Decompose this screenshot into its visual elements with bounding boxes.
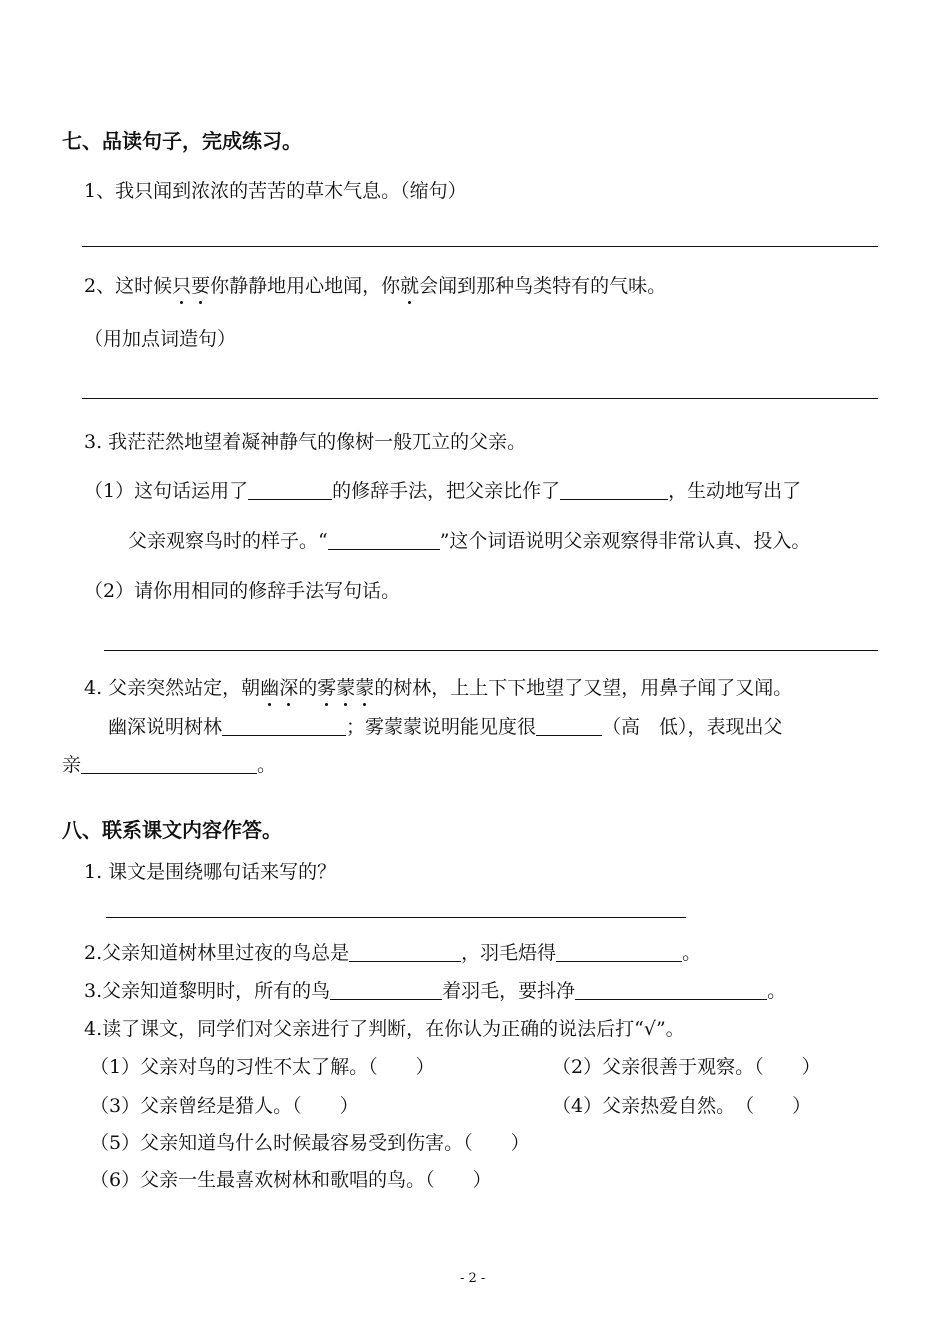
emphasis-char: 蒙 [336, 673, 355, 700]
page-number: - 2 - [460, 1271, 486, 1286]
fill-blank[interactable] [349, 942, 461, 962]
judgement-option[interactable]: （3）父亲曾经是猎人。（ ） [90, 1095, 359, 1117]
fill-blank[interactable] [222, 716, 346, 736]
judgement-option[interactable]: （2）父亲很善于观察。（ ） [552, 1056, 821, 1078]
fill-blank[interactable] [575, 980, 767, 1000]
emphasis-char: 雾 [317, 673, 336, 700]
q7-3-sub1-line1: （1）这句话运用了 的修辞手法，把父亲比作了 ，生动地写出了 [84, 480, 802, 502]
q7-4-line2: 幽深说明树林 ；雾蒙蒙说明能见度很 （高 低），表现出父 [108, 716, 783, 738]
judgement-option[interactable]: （4）父亲热爱自然。 （ ） [552, 1095, 812, 1117]
q8-1-text: 1. 课文是围绕哪句话来写的？ [84, 861, 337, 883]
judgement-option[interactable]: （5）父亲知道鸟什么时候最容易受到伤害。（ ） [90, 1132, 530, 1154]
q7-2-instruction: （用加点词造句） [84, 328, 237, 350]
emphasis-char: 深 [279, 673, 298, 700]
judgement-option[interactable]: （6）父亲一生最喜欢树林和歌唱的鸟。（ ） [90, 1169, 492, 1191]
emphasis-char: 要 [191, 271, 210, 298]
q7-3-sentence: 3. 我茫茫然地望着凝神静气的像树一般兀立的父亲。 [84, 431, 527, 453]
section-7-heading: 七、品读句子，完成练习。 [62, 129, 302, 153]
judgement-option[interactable]: （1）父亲对鸟的习性不太了解。（ ） [90, 1056, 435, 1078]
q7-4-sentence: 4. 父亲突然站定，朝幽深的雾蒙蒙的树林，上上下下地望了又望，用鼻子闻了又闻。 [84, 673, 792, 700]
q7-3-sub1-line2: 父亲观察鸟时的样子。“ ”这个词语说明父亲观察得非常认真、投入。 [128, 530, 811, 552]
fill-blank[interactable] [81, 754, 257, 774]
fill-blank[interactable] [328, 530, 440, 550]
emphasis-char: 蒙 [355, 673, 374, 700]
q8-1-answer-line[interactable] [106, 917, 686, 918]
q8-2-text: 2.父亲知道树林里过夜的鸟总是 ，羽毛焐得 。 [84, 942, 702, 964]
fill-blank[interactable] [560, 480, 668, 500]
emphasis-char: 只 [172, 271, 191, 298]
emphasis-char: 幽 [260, 673, 279, 700]
q8-3-text: 3.父亲知道黎明时，所有的鸟 着羽毛，要抖净 。 [84, 980, 787, 1002]
q7-3-sub2: （2）请你用相同的修辞手法写句话。 [84, 580, 401, 602]
q8-4-text: 4.读了课文，同学们对父亲进行了判断，在你认为正确的说法后打“√”。 [84, 1018, 685, 1040]
fill-blank[interactable] [536, 716, 602, 736]
section-8-heading: 八、联系课文内容作答。 [62, 818, 282, 842]
emphasis-char: 就 [400, 271, 419, 298]
fill-blank[interactable] [248, 480, 332, 500]
q7-1-text: 1、我只闻到浓浓的苦苦的草木气息。（缩句） [84, 180, 467, 202]
fill-blank[interactable] [330, 980, 442, 1000]
q7-2-text: 2、这时候只要你静静地用心地闻，你就会闻到那种鸟类特有的气味。 [84, 271, 666, 298]
q7-2-answer-line[interactable] [82, 398, 878, 399]
fill-blank[interactable] [556, 942, 682, 962]
q7-4-line3: 亲 。 [62, 754, 277, 776]
q7-1-answer-line[interactable] [82, 246, 878, 247]
q7-3-answer-line[interactable] [104, 650, 878, 651]
